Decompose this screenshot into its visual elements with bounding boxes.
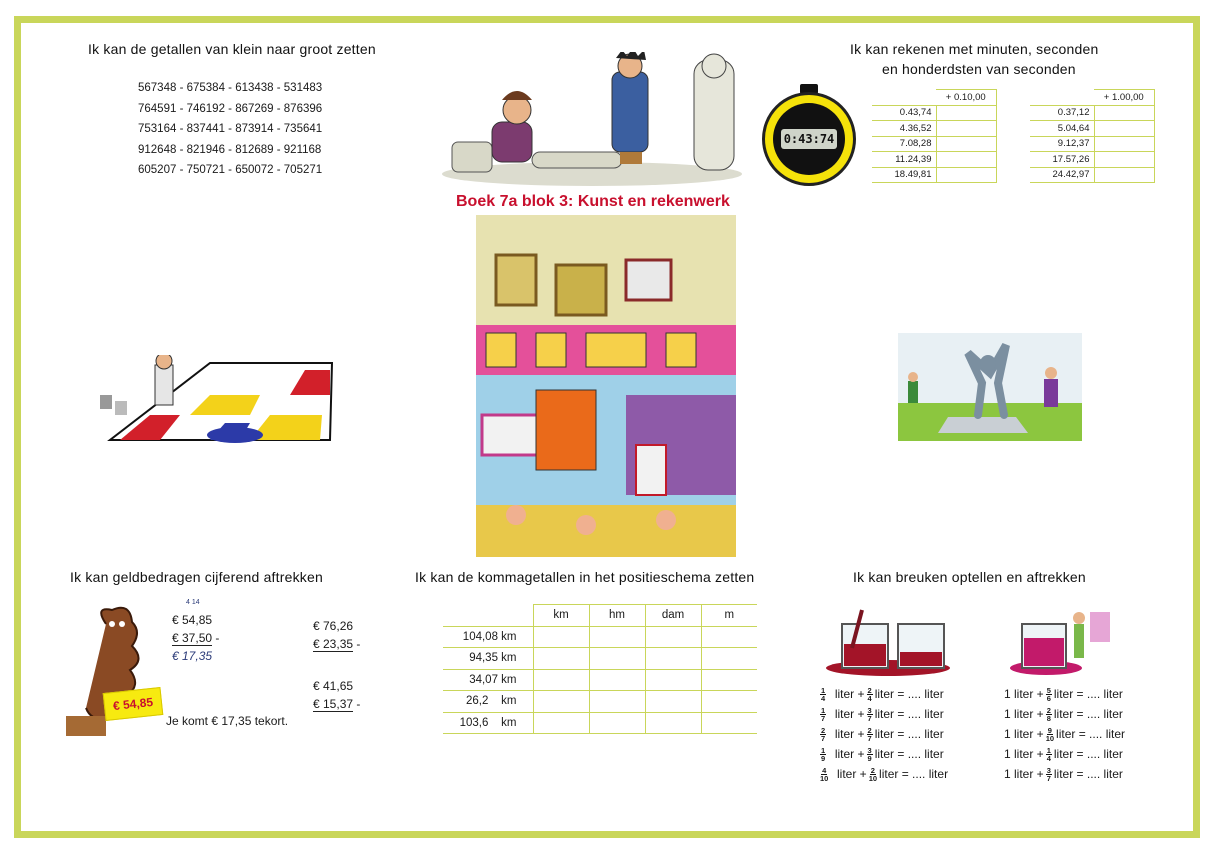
row-label: 103,6 km bbox=[443, 712, 533, 734]
fraction-exercise bbox=[1004, 744, 1125, 764]
answer-cell[interactable] bbox=[533, 669, 589, 691]
fraction-text: liter = .... liter bbox=[1053, 767, 1123, 781]
fraction-numerator: 3 bbox=[867, 705, 872, 715]
fraction-exercise bbox=[818, 704, 948, 724]
time-heading-line1: Ik kan rekenen met minuten, seconden bbox=[850, 41, 1099, 57]
answer-cell[interactable] bbox=[589, 626, 645, 648]
fraction bbox=[1046, 747, 1052, 762]
answer-cell[interactable] bbox=[936, 152, 996, 168]
answer-cell[interactable] bbox=[589, 691, 645, 713]
answer-cell[interactable] bbox=[701, 691, 757, 713]
answer-cell[interactable] bbox=[701, 626, 757, 648]
answer-cell[interactable] bbox=[1094, 152, 1154, 168]
fraction-denominator: 10 bbox=[868, 773, 878, 783]
answer-cell[interactable] bbox=[533, 712, 589, 734]
answer-cell[interactable] bbox=[589, 669, 645, 691]
order-heading: Ik kan de getallen van klein naar groot zetten bbox=[88, 41, 376, 57]
fraction-exercise bbox=[818, 724, 948, 744]
fraction-numerator: 2 bbox=[870, 765, 875, 775]
page-title: Boek 7a blok 3: Kunst en rekenwerk bbox=[456, 193, 730, 210]
time-value: 7.08,28 bbox=[872, 136, 936, 152]
answer-cell[interactable] bbox=[1094, 105, 1154, 121]
fraction-denominator: 7 bbox=[867, 713, 872, 723]
fraction bbox=[867, 707, 873, 722]
fraction-denominator: 7 bbox=[821, 733, 826, 743]
time-value: 4.36,52 bbox=[872, 121, 936, 137]
fraction-text: 1 liter + bbox=[1004, 747, 1044, 761]
row-label: 34,07 km bbox=[443, 669, 533, 691]
column-header-m: m bbox=[701, 605, 757, 627]
time-value: 24.42,97 bbox=[1030, 167, 1094, 183]
fraction bbox=[1046, 707, 1052, 722]
fraction-denominator: 8 bbox=[1046, 713, 1051, 723]
order-row: 753164 - 837441 - 873914 - 735641 bbox=[138, 123, 323, 135]
fraction-numerator: 2 bbox=[867, 685, 872, 695]
fraction-denominator: 10 bbox=[1045, 733, 1055, 743]
fractions-right-list bbox=[1004, 684, 1125, 784]
fraction-text: liter = .... liter bbox=[874, 707, 944, 721]
time-value: 9.12,37 bbox=[1030, 136, 1094, 152]
order-list bbox=[138, 78, 322, 181]
fraction bbox=[820, 747, 826, 762]
answer-cell[interactable] bbox=[936, 136, 996, 152]
fraction-denominator: 6 bbox=[1046, 693, 1051, 703]
fraction-denominator: 7 bbox=[1046, 773, 1051, 783]
order-row: 605207 - 750721 - 650072 - 705271 bbox=[138, 164, 323, 176]
money-heading: Ik kan geldbedragen cijferend aftrekken bbox=[70, 569, 323, 585]
answer-cell[interactable] bbox=[701, 648, 757, 670]
answer-cell[interactable] bbox=[701, 669, 757, 691]
fraction-text: liter = .... liter bbox=[1053, 707, 1123, 721]
museum-illustration bbox=[476, 215, 736, 557]
order-row: 567348 - 675384 - 613438 - 531483 bbox=[138, 82, 323, 94]
answer-cell[interactable] bbox=[533, 648, 589, 670]
fraction bbox=[1046, 727, 1054, 742]
position-heading: Ik kan de kommagetallen in het positieschema zetten bbox=[415, 569, 755, 585]
fraction-numerator: 2 bbox=[821, 725, 826, 735]
time-value: 5.04,64 bbox=[1030, 121, 1094, 137]
time-table-header: + 0.10,00 bbox=[936, 90, 996, 106]
fraction bbox=[867, 727, 873, 742]
fraction-numerator: 4 bbox=[822, 765, 827, 775]
time-value: 17.57,26 bbox=[1030, 152, 1094, 168]
money-note: Je komt € 17,35 tekort. bbox=[166, 714, 289, 728]
fraction-text: liter = .... liter bbox=[879, 767, 949, 781]
stopwatch-display: 0:43:74 bbox=[781, 129, 837, 149]
fraction-exercise bbox=[1004, 704, 1125, 724]
fraction-numerator: 1 bbox=[1046, 745, 1051, 755]
row-label: 94,35 km bbox=[443, 648, 533, 670]
column-header-km: km bbox=[533, 605, 589, 627]
order-row: 912648 - 821946 - 812689 - 921168 bbox=[138, 143, 322, 156]
position-table bbox=[443, 604, 757, 734]
fraction-text: 1 liter + bbox=[1004, 687, 1044, 701]
fraction bbox=[867, 687, 873, 702]
fraction-text: liter + bbox=[828, 707, 865, 721]
fraction-numerator: 2 bbox=[867, 725, 872, 735]
answer-cell[interactable] bbox=[936, 105, 996, 121]
fraction-exercise bbox=[818, 764, 948, 784]
answer-cell[interactable] bbox=[936, 121, 996, 137]
fraction bbox=[1046, 767, 1052, 782]
fraction-text: liter = .... liter bbox=[1053, 687, 1123, 701]
fraction bbox=[1046, 687, 1052, 702]
answer-cell[interactable] bbox=[533, 626, 589, 648]
stopwatch bbox=[762, 92, 856, 186]
fraction-exercise bbox=[1004, 724, 1125, 744]
answer-cell[interactable] bbox=[645, 712, 701, 734]
fraction-numerator: 3 bbox=[1046, 765, 1051, 775]
answer-cell[interactable] bbox=[645, 669, 701, 691]
fraction-numerator: 9 bbox=[1047, 725, 1052, 735]
money-value: € 37,50 bbox=[172, 631, 213, 645]
money-exercise-3 bbox=[313, 679, 403, 715]
money-value: € 23,35 bbox=[313, 637, 354, 651]
time-table-2 bbox=[1030, 89, 1155, 183]
fraction-exercise bbox=[818, 744, 948, 764]
fraction-exercise bbox=[1004, 764, 1125, 784]
fraction-denominator: 4 bbox=[1046, 753, 1051, 763]
fraction-text: liter = .... liter bbox=[874, 687, 944, 701]
fraction-numerator: 1 bbox=[821, 705, 826, 715]
table-row bbox=[443, 669, 757, 691]
price-tag: € 54,85 bbox=[103, 687, 164, 721]
answer-cell[interactable] bbox=[645, 626, 701, 648]
fraction-text: liter + bbox=[828, 747, 865, 761]
answer-cell[interactable] bbox=[1094, 136, 1154, 152]
row-label: 26,2 km bbox=[443, 691, 533, 713]
paint-jars-illustration bbox=[822, 608, 954, 676]
money-exercise-1 bbox=[172, 599, 262, 667]
fraction bbox=[869, 767, 877, 782]
time-value: 0.43,74 bbox=[872, 105, 936, 121]
money-value: € 41,65 bbox=[313, 679, 354, 693]
fraction-text: 1 liter + bbox=[1004, 727, 1044, 741]
fraction-numerator: 2 bbox=[1046, 705, 1051, 715]
dance-illustration bbox=[898, 333, 1082, 441]
answer-cell[interactable] bbox=[936, 167, 996, 183]
column-header-hm: hm bbox=[589, 605, 645, 627]
fraction bbox=[867, 747, 873, 762]
fraction-text: liter = .... liter bbox=[874, 727, 944, 741]
fraction-denominator: 4 bbox=[867, 693, 872, 703]
fraction-numerator: 1 bbox=[821, 745, 826, 755]
fraction-denominator: 9 bbox=[867, 753, 872, 763]
answer-cell[interactable] bbox=[645, 648, 701, 670]
painter-jar-illustration bbox=[1006, 604, 1116, 676]
fraction-text: 1 liter + bbox=[1004, 767, 1044, 781]
table-row bbox=[443, 691, 757, 713]
minus-sign: - bbox=[356, 637, 361, 651]
answer-cell[interactable] bbox=[645, 691, 701, 713]
fraction-exercise bbox=[818, 684, 948, 704]
answer-cell[interactable] bbox=[701, 712, 757, 734]
table-row bbox=[443, 648, 757, 670]
money-value: € 15,37 bbox=[313, 697, 354, 711]
minus-sign: - bbox=[215, 631, 220, 645]
fraction-denominator: 7 bbox=[821, 713, 826, 723]
fraction-numerator: 5 bbox=[1046, 685, 1051, 695]
table-row bbox=[443, 626, 757, 648]
fraction-text: liter = .... liter bbox=[1053, 747, 1123, 761]
order-row: 764591 - 746192 - 867269 - 876396 bbox=[138, 102, 323, 115]
fraction-numerator: 3 bbox=[867, 745, 872, 755]
fraction-denominator: 4 bbox=[821, 693, 826, 703]
answer-cell[interactable] bbox=[1094, 121, 1154, 137]
fraction-text: liter + bbox=[828, 687, 865, 701]
fraction bbox=[820, 727, 826, 742]
time-table-header: + 1.00,00 bbox=[1094, 90, 1154, 106]
table-row bbox=[443, 712, 757, 734]
answer-cell[interactable] bbox=[589, 648, 645, 670]
money-value: € 54,85 bbox=[172, 613, 213, 627]
time-table-1 bbox=[872, 89, 997, 183]
painter-illustration bbox=[90, 355, 334, 443]
fraction-exercise bbox=[1004, 684, 1125, 704]
answer-cell[interactable] bbox=[589, 712, 645, 734]
fraction-text: 1 liter + bbox=[1004, 707, 1044, 721]
fraction-denominator: 9 bbox=[821, 753, 826, 763]
money-value: € 76,26 bbox=[313, 619, 354, 633]
answer-cell[interactable] bbox=[1094, 167, 1154, 183]
time-value: 0.37,12 bbox=[1030, 105, 1094, 121]
sculptor-illustration bbox=[432, 52, 764, 188]
column-header-dam: dam bbox=[645, 605, 701, 627]
fraction-text: liter = .... liter bbox=[1056, 727, 1126, 741]
row-label: 104,08 km bbox=[443, 626, 533, 648]
fraction-text: liter + bbox=[828, 727, 865, 741]
money-exercise-2 bbox=[313, 619, 403, 655]
fraction bbox=[820, 707, 826, 722]
fraction-denominator: 10 bbox=[820, 773, 829, 783]
time-heading-line2: en honderdsten van seconden bbox=[882, 61, 1076, 77]
fraction bbox=[820, 767, 828, 782]
money-result: € 17,35 bbox=[172, 649, 213, 663]
fraction-denominator: 7 bbox=[867, 733, 872, 743]
fraction-text: liter + bbox=[830, 767, 867, 781]
answer-cell[interactable] bbox=[533, 691, 589, 713]
fraction-text: liter = .... liter bbox=[874, 747, 944, 761]
minus-sign: - bbox=[356, 697, 361, 711]
time-value: 18.49,81 bbox=[872, 167, 936, 183]
monkey-illustration bbox=[66, 604, 162, 744]
time-value: 11.24,39 bbox=[872, 152, 936, 168]
borrow-digits: 4 14 bbox=[186, 599, 200, 606]
fractions-heading: Ik kan breuken optellen en aftrekken bbox=[853, 569, 1086, 585]
fraction-numerator: 1 bbox=[821, 685, 826, 695]
fraction bbox=[820, 687, 826, 702]
fractions-left-list bbox=[818, 684, 948, 784]
